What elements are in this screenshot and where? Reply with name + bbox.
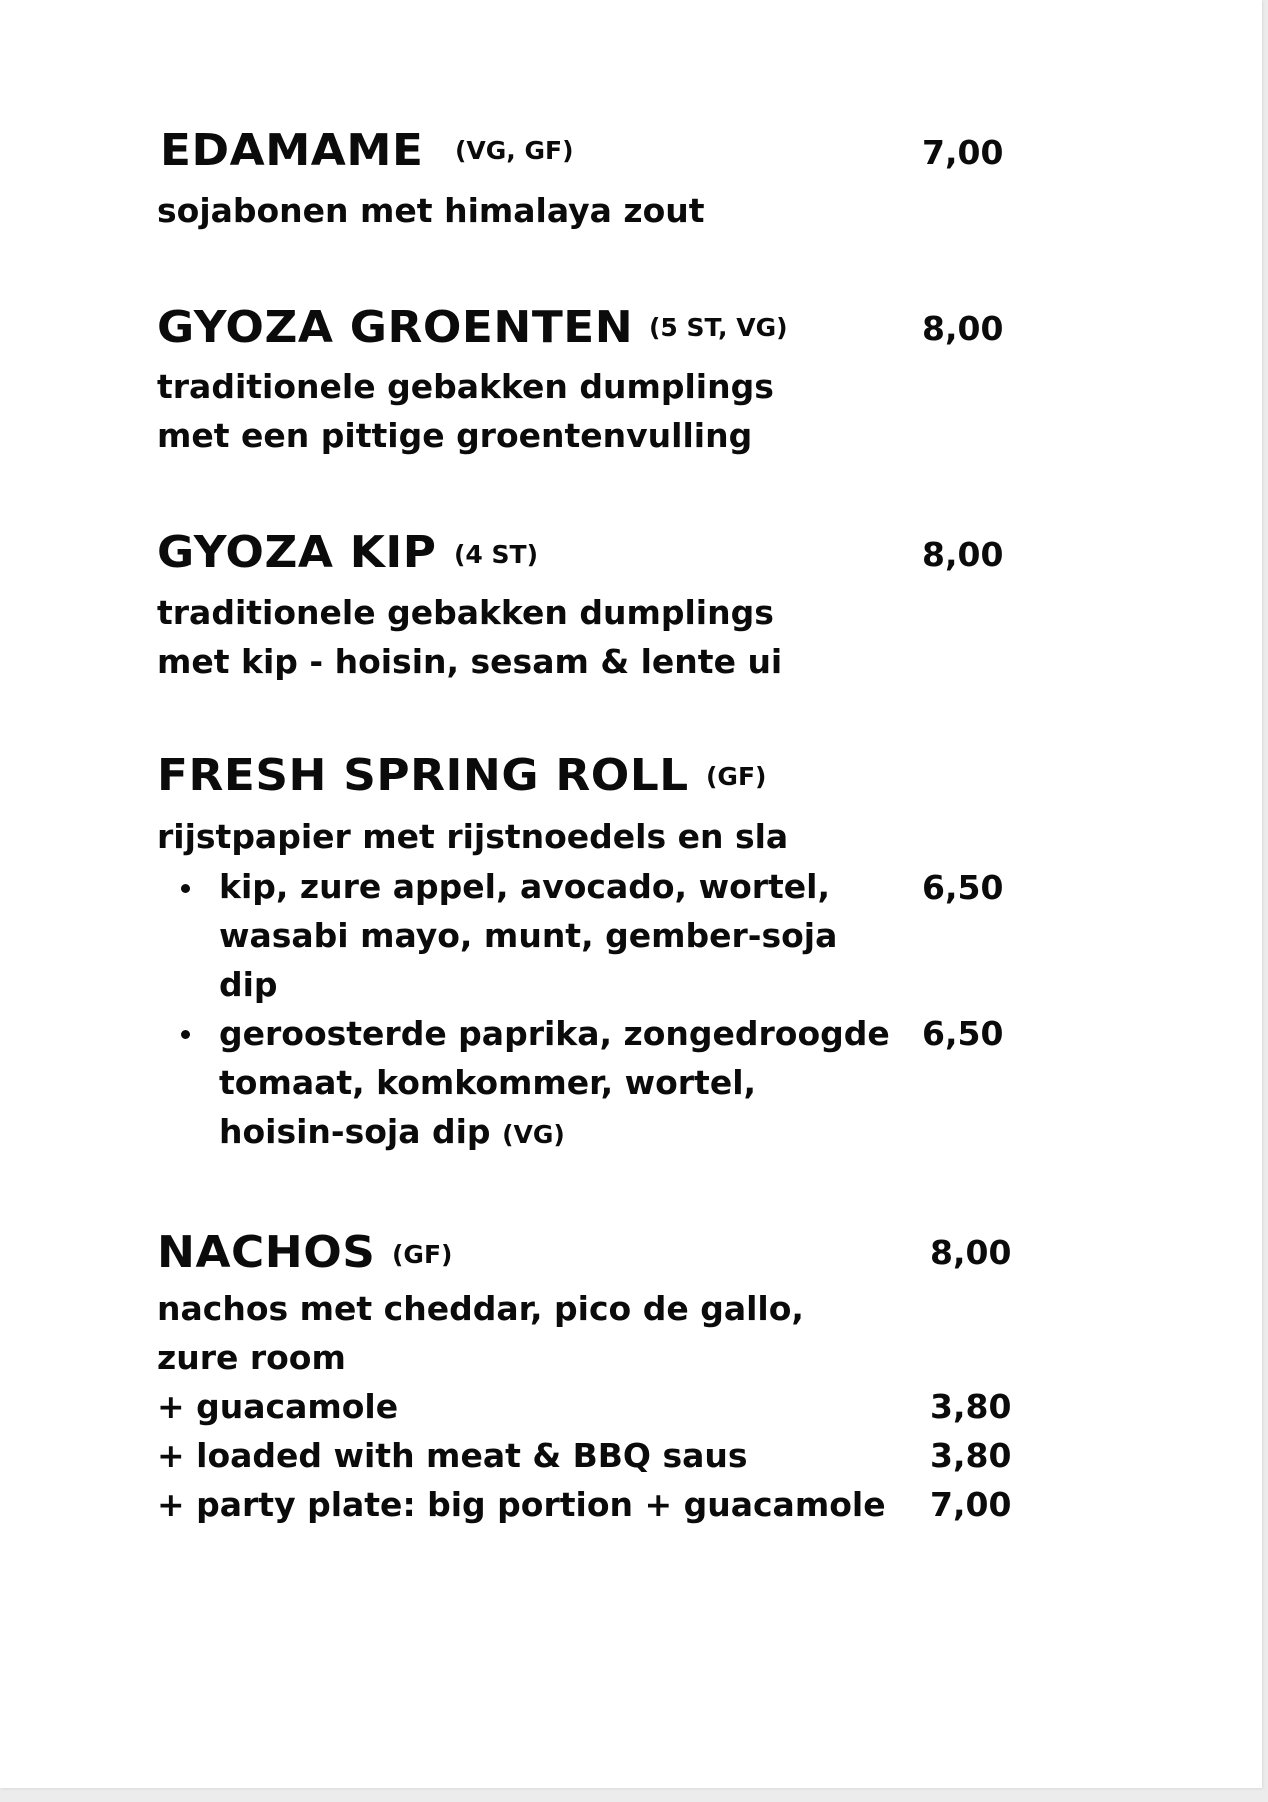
item-tag-nachos: (GF)	[392, 1240, 453, 1269]
item-desc-edamame: sojabonen met himalaya zout	[157, 191, 705, 230]
item-desc-gyoza-kip-line2: met kip - hoisin, sesam & lente ui	[157, 642, 783, 681]
item-price-gyoza-groenten: 8,00	[922, 309, 1004, 348]
item-title-edamame: EDAMAME	[160, 125, 424, 176]
extra-loaded-label: + loaded with meat & BBQ saus	[157, 1436, 748, 1475]
option-2-price: 6,50	[922, 1014, 1004, 1053]
extra-loaded-price: 3,80	[930, 1436, 1012, 1475]
item-desc-nachos-line2: zure room	[157, 1338, 346, 1377]
item-tag-gyoza-kip: (4 ST)	[454, 540, 539, 569]
item-desc-nachos-line1: nachos met cheddar, pico de gallo,	[157, 1289, 804, 1328]
item-desc-gyoza-groenten-line1: traditionele gebakken dumplings	[157, 367, 774, 406]
option-2-line1: geroosterde paprika, zongedroogde	[219, 1014, 890, 1053]
item-desc-fresh-spring-roll: rijstpapier met rijstnoedels en sla	[157, 817, 789, 856]
item-title-gyoza-groenten: GYOZA GROENTEN	[157, 302, 634, 353]
option-1-line2: wasabi mayo, munt, gember-soja	[219, 916, 838, 955]
option-2-line3	[219, 1107, 565, 1159]
item-tag-gyoza-groenten: (5 ST, VG)	[649, 313, 788, 342]
item-price-nachos: 8,00	[930, 1233, 1012, 1272]
item-title-nachos: NACHOS	[157, 1227, 376, 1278]
extra-party-plate-label: + party plate: big portion + guacamole	[157, 1485, 886, 1524]
item-tag-edamame: (VG, GF)	[455, 136, 574, 165]
bullet-icon	[181, 1030, 190, 1039]
item-title-fresh-spring-roll: FRESH SPRING ROLL	[157, 750, 689, 801]
item-tag-fresh-spring-roll: (GF)	[706, 762, 767, 791]
item-desc-gyoza-groenten-line2: met een pittige groentenvulling	[157, 416, 753, 455]
extra-guacamole-price: 3,80	[930, 1387, 1012, 1426]
bullet-icon	[181, 884, 190, 893]
option-2-line2: tomaat, komkommer, wortel,	[219, 1063, 757, 1102]
option-2-line3-text: hoisin-soja dip	[219, 1112, 491, 1151]
option-1-line3: dip	[219, 965, 278, 1004]
extra-guacamole-label: + guacamole	[157, 1387, 399, 1426]
option-2-tag: (VG)	[502, 1120, 565, 1149]
item-desc-gyoza-kip-line1: traditionele gebakken dumplings	[157, 593, 774, 632]
option-1-price: 6,50	[922, 868, 1004, 907]
item-price-gyoza-kip: 8,00	[922, 535, 1004, 574]
item-price-edamame: 7,00	[922, 133, 1004, 172]
item-title-gyoza-kip: GYOZA KIP	[157, 527, 437, 578]
extra-party-plate-price: 7,00	[930, 1485, 1012, 1524]
option-1-line1: kip, zure appel, avocado, wortel,	[219, 867, 831, 906]
